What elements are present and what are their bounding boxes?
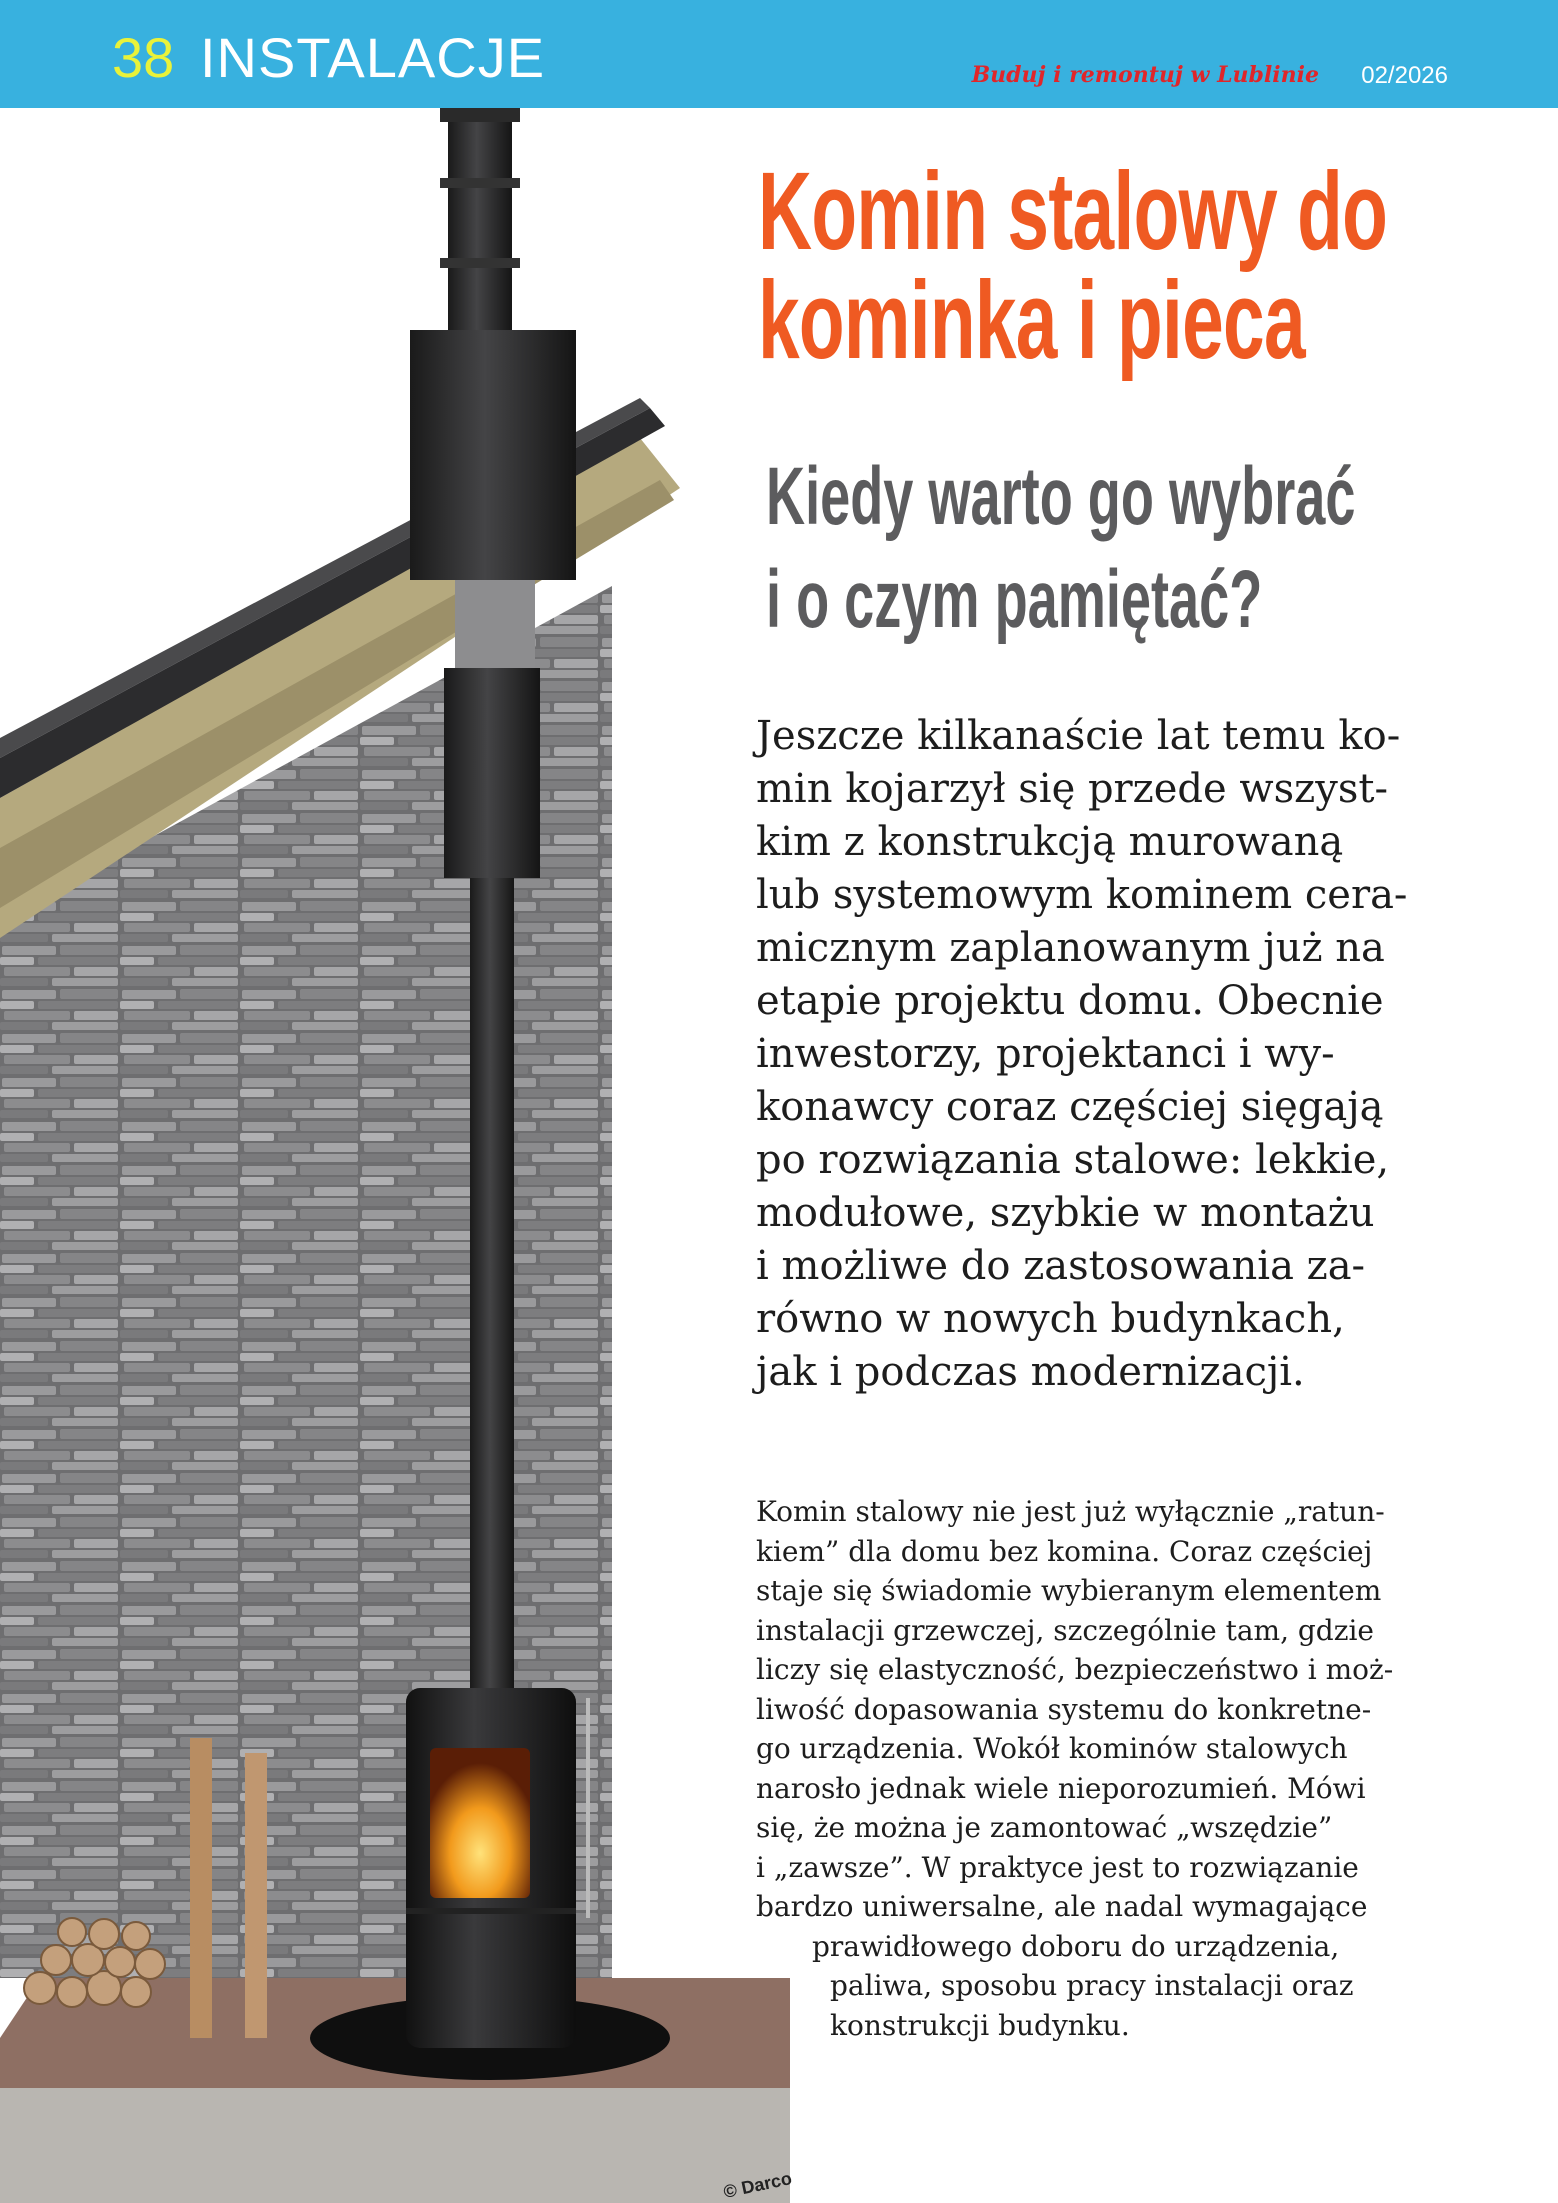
body-line: liczy się elastyczność, bezpieczeństwo i moż- [756,1653,1394,1686]
body-line: się, że można je zamontować „wszędzie” [756,1811,1333,1844]
lead-line: i możliwe do zastosowania za- [756,1243,1366,1289]
body-line: Komin stalowy nie jest już wyłącznie „ratun- [756,1495,1385,1528]
body-paragraph [756,1492,1476,2045]
lead-paragraph [756,710,1476,1399]
body-line: konstrukcji budynku. [830,2008,1130,2042]
article-title [758,150,1388,382]
issue-date: 02/2026 [1361,62,1448,89]
body-line: kiem” dla domu bez komina. Coraz częściej [756,1534,1373,1568]
article-subtitle [766,446,1355,651]
lead-line: lub systemowym kominem cera- [756,872,1408,918]
body-line: narosło jednak wiele nieporozumień. Mówi [756,1771,1366,1805]
subtitle-line: Kiedy warto go wybrać [766,451,1356,542]
section-title: INSTALACJE [200,26,546,89]
body-line: i „zawsze”. W praktyce jest to rozwiązanie [756,1850,1359,1884]
body-line: liwość dopasowania systemu do konkretne- [756,1692,1372,1726]
page-number: 38 [112,26,175,89]
body-line: staje się świadomie wybieranym elementem [756,1574,1382,1607]
body-line: paliwa, sposobu pracy instalacji oraz [830,1969,1354,2002]
firewood-rack-post [190,1738,212,2038]
body-line: prawidłowego doboru do urządzenia, [812,1929,1340,1963]
lead-line: micznym zaplanowanym już na [756,925,1385,971]
image-credit: © Darco [721,2168,794,2203]
lead-line: etapie projektu domu. Obecnie [756,978,1384,1024]
lead-line: równo w nowych budynkach, [756,1296,1345,1342]
lead-line: min kojarzył się przede wszyst- [756,766,1388,812]
lead-line: kim z konstrukcją murowaną [756,819,1344,865]
body-line: go urządzenia. Wokół kominów stalowych [756,1732,1348,1765]
subtitle-line: i o czym pamiętać? [766,553,1263,645]
header-bar [0,0,1558,108]
lead-line: modułowe, szybkie w montażu [756,1190,1375,1236]
body-line: bardzo uniwersalne, ale nadal wymagające [756,1890,1368,1923]
lead-line: Jeszcze kilkanaście lat temu ko- [756,713,1401,759]
body-line: instalacji grzewczej, szczególnie tam, gdzie [756,1613,1374,1647]
magazine-name: Buduj i remontuj w Lublinie [971,62,1319,88]
lead-line: po rozwiązania stalowe: lekkie, [756,1137,1390,1183]
title-line: kominka i pieca [758,258,1305,382]
lead-line: konawcy coraz częściej sięgają [756,1084,1384,1130]
lead-line: jak i podczas modernizacji. [756,1349,1305,1395]
lead-line: inwestorzy, projektanci i wy- [756,1031,1335,1077]
chimney-stove-illustration [0,108,790,2203]
title-line: Komin stalowy do [758,150,1388,273]
